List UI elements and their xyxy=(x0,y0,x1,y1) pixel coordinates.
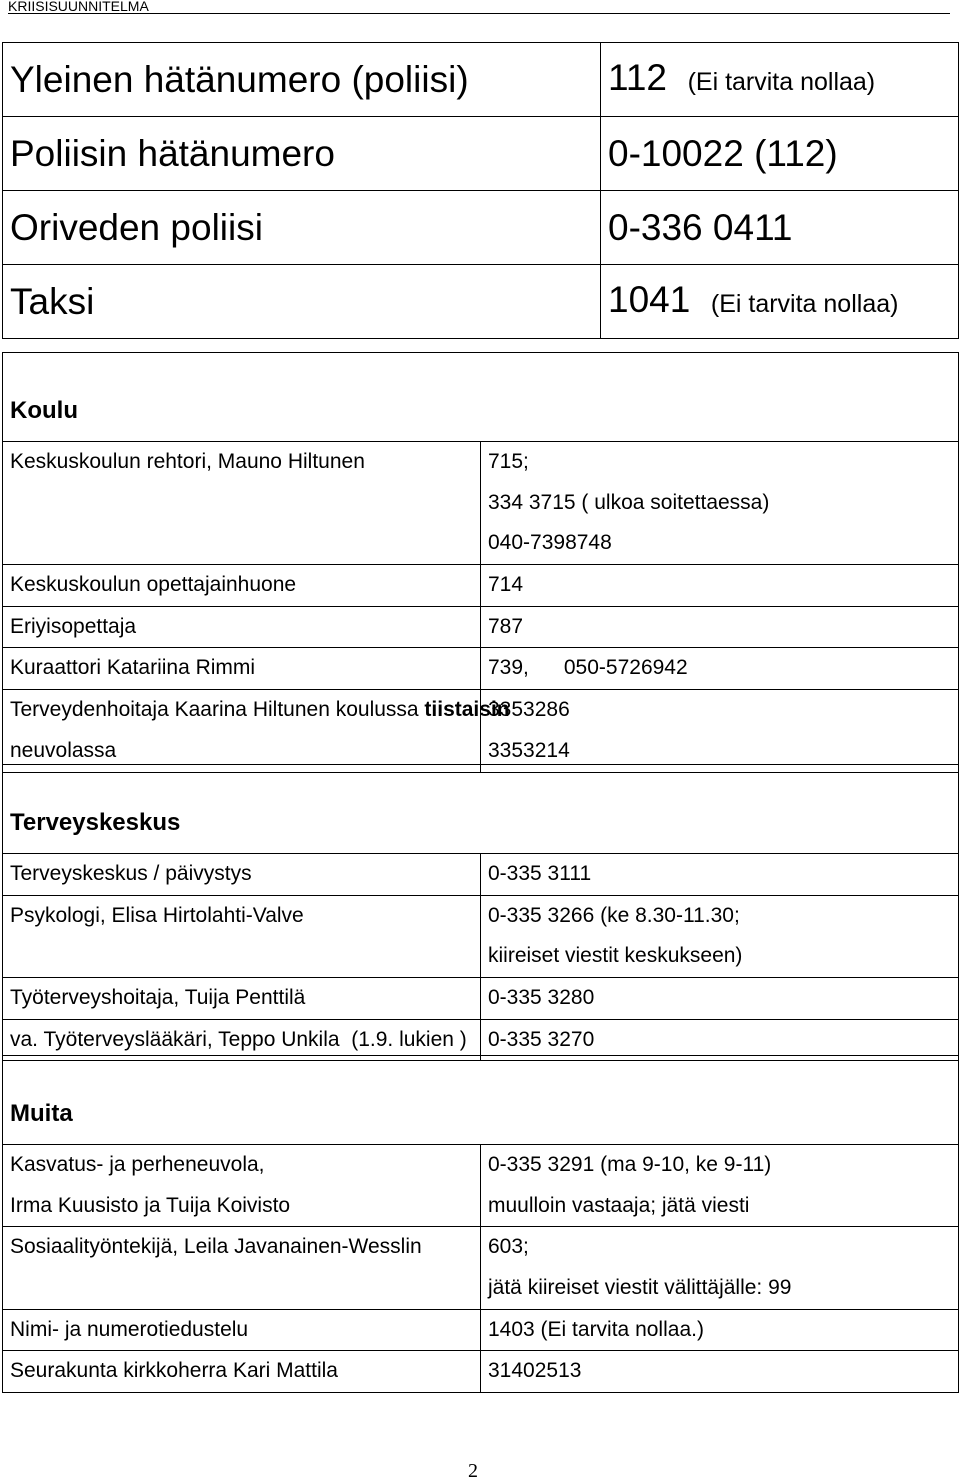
terveyskeskus-table xyxy=(2,764,959,1061)
contact-number: 715; 334 3715 ( ulkoa soitettaessa) 040-7398748 xyxy=(481,442,959,565)
contact-name: Nimi- ja numerotiedustelu xyxy=(3,1309,481,1351)
table-row xyxy=(3,606,959,648)
table-row xyxy=(3,117,959,191)
emergency-name: Oriveden poliisi xyxy=(3,191,601,265)
table-row xyxy=(3,1227,959,1309)
contact-number: 603; jätä kiireiset viestit välittäjälle: 99 xyxy=(481,1227,959,1309)
table-row xyxy=(3,442,959,565)
table-row xyxy=(3,978,959,1020)
table-row xyxy=(3,690,959,772)
section-title-terveyskeskus: Terveyskeskus xyxy=(3,765,959,854)
section-header-row xyxy=(3,1056,959,1145)
emergency-number: 0-10022 (112) xyxy=(601,117,959,191)
table-row xyxy=(3,854,959,896)
emergency-number: 1041 (Ei tarvita nollaa) xyxy=(601,265,959,339)
koulu-table xyxy=(2,352,959,773)
contact-name: va. Työterveyslääkäri, Teppo Unkila (1.9. lukien ) xyxy=(3,1019,481,1061)
contact-number: 0-335 3280 xyxy=(481,978,959,1020)
contact-name: Työterveyshoitaja, Tuija Penttilä xyxy=(3,978,481,1020)
contact-number: 0-335 3270 xyxy=(481,1019,959,1061)
contact-name: Eriyisopettaja xyxy=(3,606,481,648)
section-header-row xyxy=(3,353,959,442)
contact-name: Psykologi, Elisa Hirtolahti-Valve xyxy=(3,895,481,977)
emergency-table xyxy=(2,42,959,339)
contact-name: Seurakunta kirkkoherra Kari Mattila xyxy=(3,1351,481,1393)
emergency-number: 0-336 0411 xyxy=(601,191,959,265)
contact-number: 739, 050-5726942 xyxy=(481,648,959,690)
contact-number: 714 xyxy=(481,565,959,607)
muita-table xyxy=(2,1055,959,1393)
table-row xyxy=(3,648,959,690)
document-title: KRIISISUUNNITELMA xyxy=(8,0,149,14)
contact-name: Keskuskoulun rehtori, Mauno Hiltunen xyxy=(3,442,481,565)
emergency-name: Taksi xyxy=(3,265,601,339)
contact-name: Terveydenhoitaja Kaarina Hiltunen koulussa tiistaisin neuvolassa xyxy=(3,690,481,772)
table-row xyxy=(3,1351,959,1393)
section-title-muita: Muita xyxy=(3,1056,959,1145)
contact-name: Keskuskoulun opettajainhuone xyxy=(3,565,481,607)
page-number: 2 xyxy=(468,1460,478,1482)
contact-number: 0-335 3111 xyxy=(481,854,959,896)
section-title-koulu: Koulu xyxy=(3,353,959,442)
contact-name: Kuraattori Katariina Rimmi xyxy=(3,648,481,690)
contact-name: Terveyskeskus / päivystys xyxy=(3,854,481,896)
table-row xyxy=(3,895,959,977)
table-row xyxy=(3,265,959,339)
contact-number: 3353286 3353214 xyxy=(481,690,959,772)
table-row xyxy=(3,565,959,607)
table-row xyxy=(3,43,959,117)
table-row xyxy=(3,1145,959,1227)
emergency-number: 112 (Ei tarvita nollaa) xyxy=(601,43,959,117)
contact-number: 31402513 xyxy=(481,1351,959,1393)
emergency-name: Poliisin hätänumero xyxy=(3,117,601,191)
contact-number: 0-335 3291 (ma 9-10, ke 9-11) muulloin vastaaja; jätä viesti xyxy=(481,1145,959,1227)
contact-name: Kasvatus- ja perheneuvola, Irma Kuusisto ja Tuija Koivisto xyxy=(3,1145,481,1227)
emergency-name: Yleinen hätänumero (poliisi) xyxy=(3,43,601,117)
contact-number: 787 xyxy=(481,606,959,648)
section-header-row xyxy=(3,765,959,854)
contact-name: Sosiaalityöntekijä, Leila Javanainen-Wesslin xyxy=(3,1227,481,1309)
document-header xyxy=(8,0,950,14)
table-row xyxy=(3,1309,959,1351)
contact-number: 1403 (Ei tarvita nollaa.) xyxy=(481,1309,959,1351)
contact-number: 0-335 3266 (ke 8.30-11.30; kiireiset viestit keskukseen) xyxy=(481,895,959,977)
table-row xyxy=(3,191,959,265)
